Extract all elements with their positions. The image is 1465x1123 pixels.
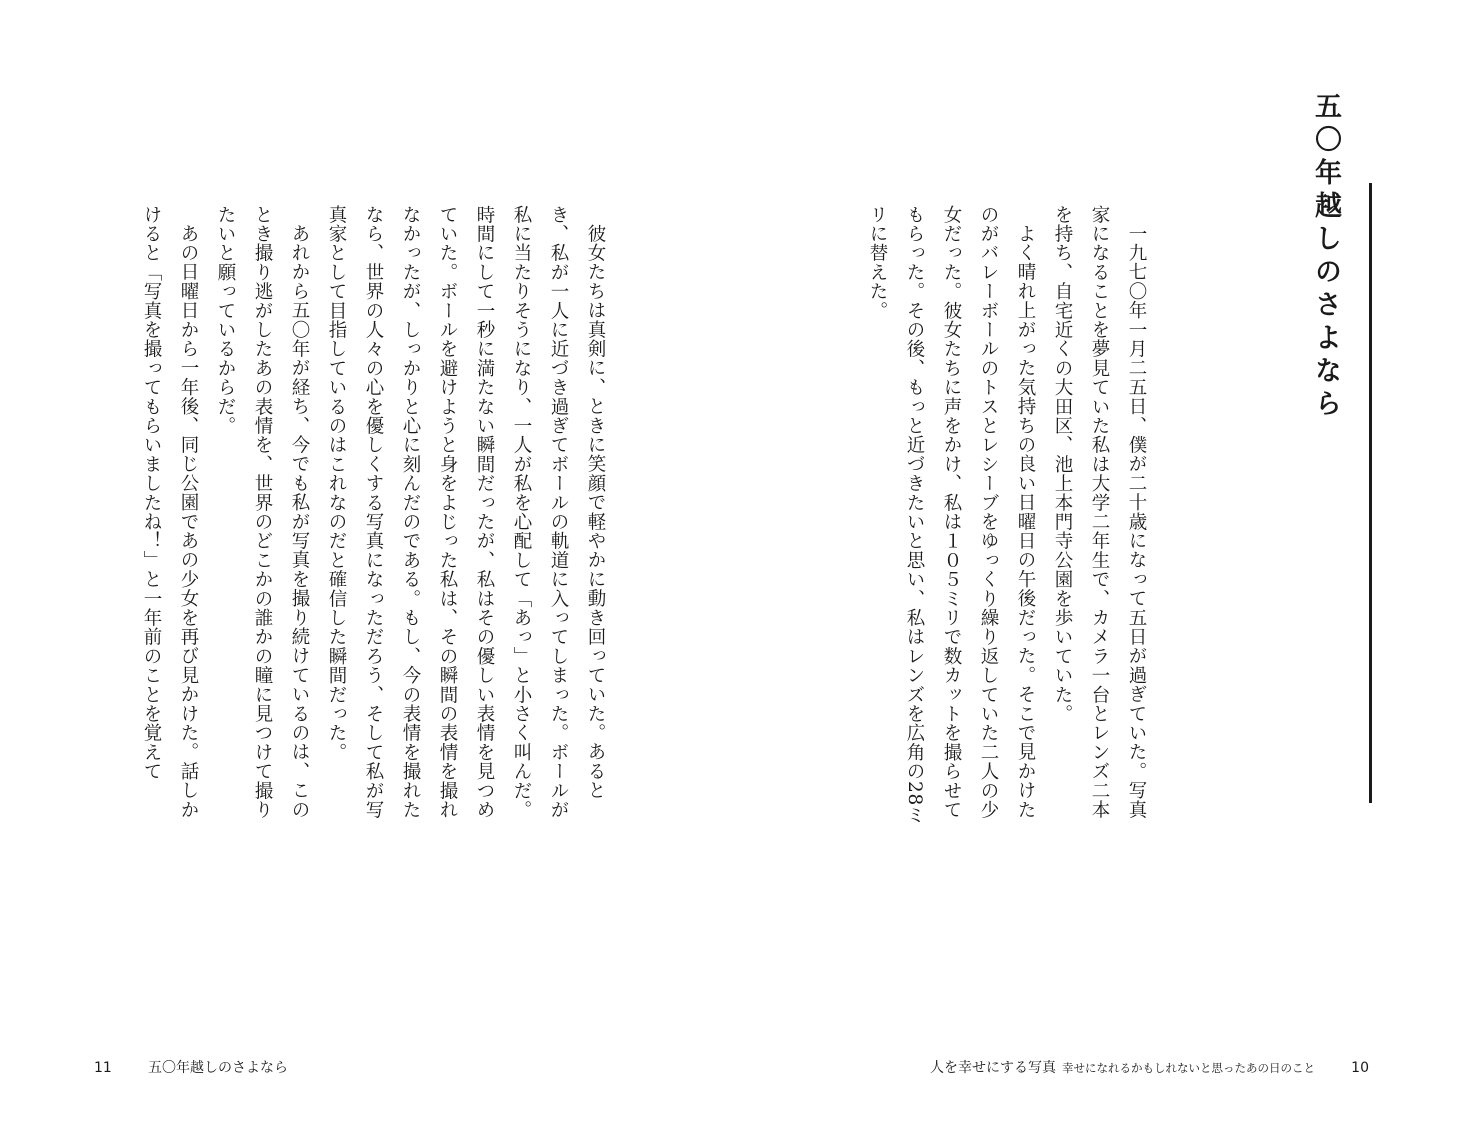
paragraph: 一九七〇年一月二五日、僕が二十歳になって五日が過ぎていた。写真家になることを夢見ていた私は大学二年生で、カメラ一台とレンズ二本を持ち、自宅近くの大田区、池上本門寺公園を歩いていた。 [1052,205,1147,820]
running-head-title: 人を幸せにする写真 [930,1060,1056,1076]
title-rule-divider [1369,183,1372,803]
paragraph: あれから五〇年が経ち、今でも私が写真を撮り続けているのは、このとき撮り逃がしたあの表情を、世界のどこかの誰かの瞳に見つけて撮りたいと願っているからだ。 [215,205,310,820]
paragraph: 彼女たちは真剣に、ときに笑顔で軽やかに動き回っていた。あるとき、私が一人に近づき過ぎてボールの軌道に入ってしまった。ボールが私に当たりそうになり、一人が私を心配して「あっ」と小さく叫んだ。時間にして一秒に満たない瞬間だったが、私はその優しい表情を見つめていた。ボールを避けようと身をよじった私は、その瞬間の表情を撮れなかったが、しっかりと心に刻んだのである。もし、今の表情を撮れたなら、世界の人々の心を優しくする写真になっただろう、そして私が写真家として目指しているのはこれなのだと確信した瞬間だった。 [326,205,606,820]
running-head [930,1058,1315,1078]
right-page-body-text [855,205,1155,835]
running-head-subtitle: 幸せになれるかもしれないと思ったあの日のこと [1062,1061,1315,1075]
page-number: 10 [1351,1060,1369,1076]
chapter-title: 五〇年越しのさよなら [1310,92,1341,422]
paragraph: あの日曜日から一年後、同じ公園であの少女を再び見かけた。話しかけると「写真を撮ってもらいましたね！」と一年前のことを覚えて [141,205,199,819]
running-head: 五〇年越しのさよなら [148,1060,288,1076]
left-page-body-text [54,205,614,835]
right-page [733,0,1465,1123]
page-number: 11 [94,1060,112,1076]
left-page [0,0,732,1123]
paragraph: よく晴れ上がった気持ちの良い日曜日の午後だった。そこで見かけたのがバレーボールのトスとレシーブをゆっくり繰り返していた二人の少女だった。彼女たちに声をかけ、私は１０５ミリで数カットを撮らせてもらった。その後、もっと近づきたいと思い、私はレンズを広角の28ミリに替えた。 [867,205,1036,826]
